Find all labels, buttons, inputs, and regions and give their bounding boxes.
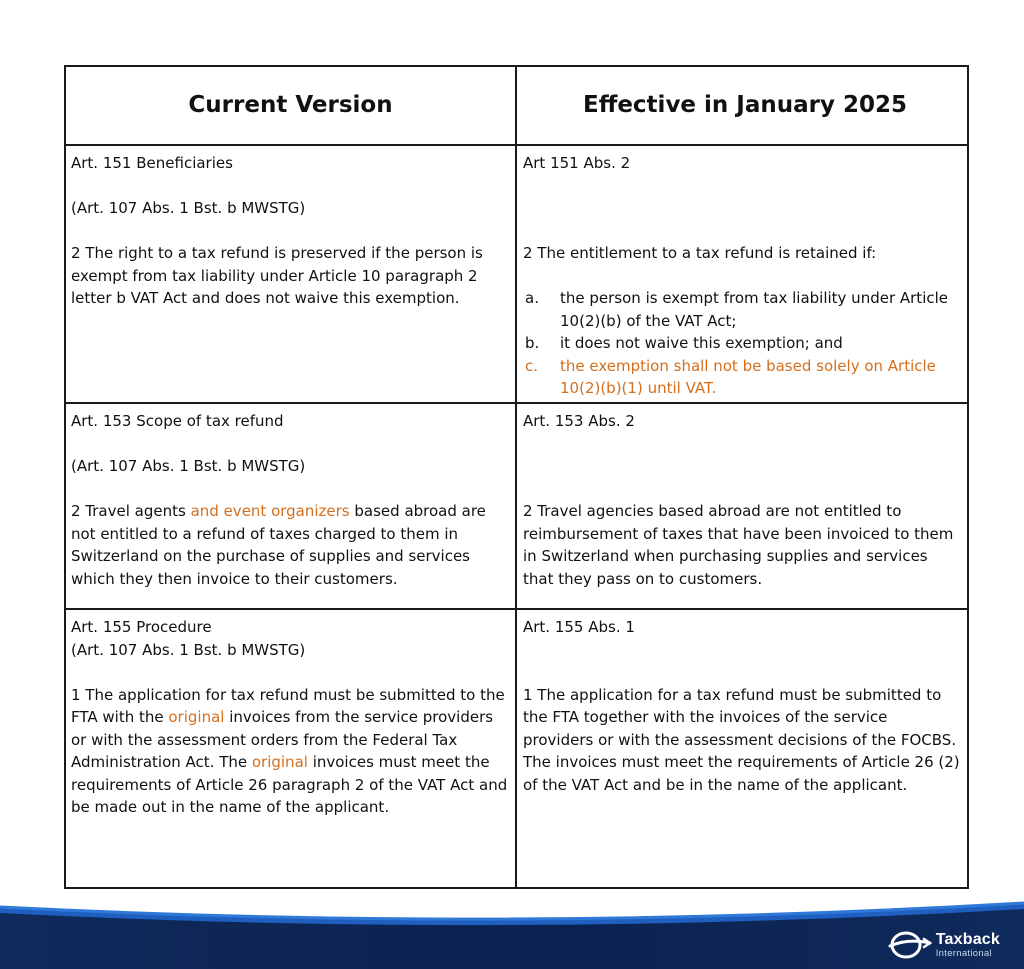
article-reference: (Art. 107 Abs. 1 Bst. b MWSTG) [71,457,306,475]
list-item-text: the person is exempt from tax liability under Article 10(2)(b) of the VAT Act; [560,289,949,330]
highlighted-text: original [251,753,308,771]
cell-effective-art-155 [517,610,967,887]
cell-effective-art-153 [517,404,967,608]
article-text [71,684,510,819]
article-title: Art. 153 Abs. 2 [523,412,635,430]
list-marker: b. [525,334,540,352]
comparison-table [64,65,969,889]
article-text: 2 Travel agencies based abroad are not entitled to reimbursement of taxes that have been invoiced to them in Switzerland when purchasing supplies and services that they pass on to customers. [523,502,954,588]
text-segment: 1 The application for tax refund must be submitted to the FTA with the [71,685,505,726]
taxback-logo-icon [888,929,932,961]
article-text [71,500,510,590]
text-segment: based abroad are not entitled to a refund of taxes charged to them in Switzerland on the purchase of supplies and services which they then invoice to their customers. [71,502,486,588]
text-segment: invoices must meet the requirements of Article 26 paragraph 2 of the VAT Act and be made out in the name of the applicant. [71,753,508,816]
column-header-current: Current Version [66,67,517,144]
footer-band [0,889,1024,969]
list-marker: a. [525,289,539,307]
list-item [523,287,962,332]
column-header-effective: Effective in January 2025 [582,92,908,118]
table-row-art-155 [66,610,967,887]
table-header-row [66,67,967,146]
cell-current-art-153 [66,404,517,608]
cell-effective-art-151 [517,146,967,402]
article-title: Art. 153 Scope of tax refund [71,412,284,430]
highlighted-text: original [168,708,225,726]
list-item-text: it does not waive this exemption; and [560,334,843,352]
text-segment: invoices from the service providers or with the assessment orders from the Federal Tax Administration Act. The [71,708,494,771]
highlighted-text: and event organizers [190,502,350,520]
taxback-logo [888,929,1000,961]
article-text: 1 The application for a tax refund must be submitted to the FTA together with the invoices of the service providers or with the assessment decisions of the FOCBS. The invoices must meet the requirements of Article 26 (2) of the VAT Act and be in the name of the applicant. [523,685,960,794]
article-title: Art. 155 Procedure [71,618,212,636]
article-title: Art 151 Abs. 2 [523,154,631,172]
list-item [523,332,962,355]
table-row-art-153 [66,404,967,610]
article-title: Art. 155 Abs. 1 [523,618,635,636]
list-item-text: the exemption shall not be based solely on Article 10(2)(b)(1) until VAT. [560,356,936,397]
cell-current-art-151 [66,146,517,402]
logo-name: Taxback [935,930,1000,948]
text-segment: 2 Travel agents [71,502,191,520]
list-item-highlighted [523,355,962,400]
article-title: Art. 151 Beneficiaries [71,154,233,172]
logo-subtitle: International [935,947,992,959]
condition-list [523,287,962,400]
footer-wave [0,889,1024,969]
table-row-art-151 [66,146,967,404]
article-text: 2 The right to a tax refund is preserved if the person is exempt from tax liability under Article 10 paragraph 2 letter b VAT Act and does not waive this exemption. [71,244,483,307]
article-reference: (Art. 107 Abs. 1 Bst. b MWSTG) [71,640,306,659]
list-marker: c. [525,356,539,375]
cell-current-art-155 [66,610,517,887]
article-text: 2 The entitlement to a tax refund is retained if: [523,244,877,262]
article-reference: (Art. 107 Abs. 1 Bst. b MWSTG) [71,199,306,217]
